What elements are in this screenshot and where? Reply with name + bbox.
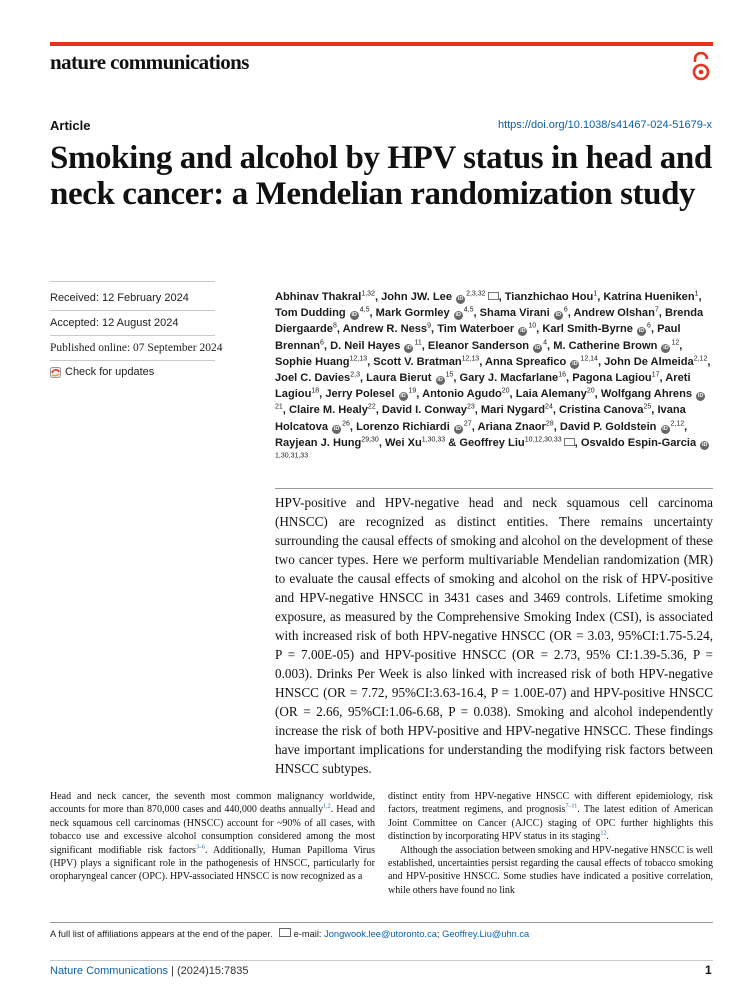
abstract: HPV-positive and HPV-negative head and neck squamous cell carcinoma (HNSCC) are recognized as distinct entities. There remains uncertainty surrounding the causal effects of smoking and alcohol on the development of these two cancer types. Here we perform multivariable Mendelian randomization (MR) to evaluate the causal effects of smoking and alcohol on the risk of HPV-positive and HPV-negative HNSCC in 3431 cases and 3469 controls. Lifetime smoking exposure, as measured by the Comprehensive Smoking Index (CSI), is associated with increased risk of both HPV-negative HNSCC (OR = 3.03, 95%CI:1.75-5.24, P = 7.00E-05) and HPV-positive HNSCC (OR = 2.73, 95% CI:1.39-5.36, P = 0.003). Drinks Per Week is also linked with increased risk of both HPV-negative HNSCC (OR = 7.72, 95%CI:3.63-16.4, P = 1.00E-07) and HPV-positive HNSCC (OR = 2.66, 95%CI:1.06-6.68, P = 0.038). Smoking and alcohol independently increase the risk of both HPV-positive and HPV-negative HNSCC. These findings have important implications for understanding the modifying risk factors between HNSCC subtypes. <box>275 495 713 776</box>
check-for-updates-button[interactable] <box>50 366 154 378</box>
author-name: Shama Virani <box>479 307 550 320</box>
affiliation-marker: 16 <box>558 371 567 379</box>
body-text: Although the association between smoking and HPV-negative HNSCC is well established, uncertainties persist regarding the causal effects of tobacco smoking and HPV-positive HNSCC. Some studies have indicated a positive correlation, while others have found no link <box>388 844 713 896</box>
author-name: Scott V. Bratman <box>373 355 462 368</box>
page-number: 1 <box>705 963 712 977</box>
author[interactable] <box>428 340 547 352</box>
sidebar-divider <box>50 360 215 361</box>
author-name: Anna Spreafico <box>484 355 567 368</box>
footnote <box>50 928 529 939</box>
author-name: Osvaldo Espin-Garcia <box>580 436 697 449</box>
orcid-icon[interactable]: iD <box>455 312 461 319</box>
author-name: Rayjean J. Hung <box>275 436 362 449</box>
affiliation-marker: 6 <box>647 322 651 330</box>
affiliation-marker: 1 <box>694 290 699 298</box>
author[interactable] <box>373 356 479 368</box>
affiliation-marker: 2,3 <box>350 371 360 379</box>
citation-link[interactable]: 7–11 <box>565 804 578 811</box>
affiliation-marker: 2,12 <box>670 419 685 427</box>
orcid-icon[interactable]: iD <box>701 441 708 448</box>
author[interactable] <box>275 307 369 319</box>
affiliation-marker: 23 <box>466 403 475 411</box>
header-accent-bar <box>50 42 713 46</box>
affiliation-marker: 25 <box>643 403 652 411</box>
author[interactable] <box>381 291 498 303</box>
author[interactable] <box>382 404 475 416</box>
author-name: Tianzhichao Hou <box>504 291 594 303</box>
affiliation-marker: 22 <box>367 403 376 411</box>
affiliation-marker: 19 <box>408 387 417 395</box>
footer-journal-link[interactable]: Nature Communications <box>50 965 168 977</box>
author-list: Abhinav Thakral$^{1,32}$, John JW. Lee iD$^{2,3,32}$ , Tianzhichao Hou$^1$, Katrina Hueniken$^1$, Tom Dudding iD$^{4,5}$, Mark Gormley iD$^{4,5}$, Shama Virani $iD^6$, Andrew Olshan$^7$, Brenda Diergaarde$^8$, Andrew R. Ness$^9$, Tim Waterboer $iD^{10}$, Karl Smith-Byrne $iD^6$, Paul Brennan$^6$, D. Neil Hayes $iD^{11}$, Eleanor Sanderson $iD^4$, M. Catherine Brown $iD^{12}$, Sophie Huang$^{12,13}$, Scott V. Bratman$^{12,13}$, Anna Spreafico iD$^{12,14}$, John De Almeida$^{2,12}$, Joel C. Davies$^{2,3}$, Laura Bierut $iD^{15}$, Gary J. Macfarlane$^{16}$, Pagona Lagiou$^{17}$, Areti Lagiou$^{18}$, Jerry Polesel $iD^{19}$, Antonio Agudo$^{20}$, Laia Alemany$^{20}$, Wolfgang Ahrens $iD^{21}$, Claire M. Healy$^{22}$, David I. Conway$^{23}$, Mari Nygard$^{24}$, Cristina Canova$^{25}$, Ivana Holcatova $iD^{26}$, Lorenzo Richiardi $iD^{27}$, Ariana Znaor$^{28}$, David P. Goldstein iD$^{2,12}$, Rayjean J. Hung$^{29,30}$, Wei Xu$^{1,30,33}$ & Geoffrey Liu$^{10,12,30,33}$ , Osvaldo Espin-Garcia iD$^{1,30,31,33}$ <box>275 289 715 467</box>
author-name: Tim Waterboer <box>437 323 515 336</box>
body-text: distinct entity from HPV-negative HNSCC with different epidemiology, risk factors, treatment regimens, and prognosis <box>388 791 713 816</box>
author[interactable] <box>460 372 566 384</box>
author-name: Antonio Agudo <box>422 388 502 401</box>
author-name: Ariana Znaor <box>477 420 546 433</box>
citation-link[interactable]: 12 <box>600 830 607 837</box>
author-name: Karl Smith-Byrne <box>542 323 633 336</box>
mail-icon[interactable] <box>488 292 499 300</box>
footer-citation <box>50 965 249 977</box>
author-name: Laia Alemany <box>515 388 587 401</box>
author-name: Abhinav Thakral <box>275 291 362 303</box>
author[interactable] <box>516 388 595 400</box>
affiliation-marker: 10 <box>528 322 537 330</box>
author-name: Paul Brennan <box>275 323 681 352</box>
affiliation-marker: 24 <box>545 403 553 411</box>
affiliation-marker: 1 <box>593 290 598 298</box>
doi-link[interactable]: https://doi.org/10.1038/s41467-024-51679-x <box>497 119 712 131</box>
affiliation-marker: 1,32 <box>361 290 375 298</box>
author-name: Areti Lagiou <box>275 372 691 401</box>
author-name: Pagona Lagiou <box>572 372 652 385</box>
open-access-icon[interactable] <box>690 52 712 82</box>
author[interactable] <box>330 340 422 352</box>
affiliation-marker: 6 <box>320 338 324 346</box>
affiliation-marker: 6 <box>563 306 568 314</box>
affiliation-marker: 18 <box>311 387 320 395</box>
author[interactable] <box>289 404 376 416</box>
check-updates-icon <box>50 367 61 378</box>
author-name: Mark Gormley <box>375 307 450 320</box>
published-date: Published online: 07 September 2024 <box>50 342 223 354</box>
author[interactable] <box>376 307 474 319</box>
affiliation-marker: 17 <box>651 371 660 379</box>
affiliation-marker: 1,30,31,33 <box>275 452 309 460</box>
sidebar-divider <box>50 281 215 282</box>
author-name: Andrew R. Ness <box>342 323 428 336</box>
body-text: . Head and neck squamous cell carcinomas (HNSCC) account for ~90% of all cases, with tobacco use and excessive alcohol consumption considered among the most significant modifiable risk factors <box>50 804 375 856</box>
affiliation-marker: 20 <box>586 387 595 395</box>
orcid-icon[interactable]: iD <box>520 328 526 335</box>
orcid-icon[interactable]: iD <box>638 328 645 335</box>
affiliation-marker: 1,30,33 <box>421 436 446 444</box>
article-type-label: Article <box>50 118 91 133</box>
author[interactable] <box>553 340 679 352</box>
affiliation-marker: 10,12,30,33 <box>524 436 562 444</box>
author-name: D. Neil Hayes <box>330 339 401 352</box>
affiliation-marker: 26 <box>342 419 350 427</box>
orcid-icon[interactable]: iD <box>663 344 669 351</box>
orcid-icon[interactable]: iD <box>455 425 462 432</box>
email-label: e-mail: <box>293 929 322 939</box>
affiliation-marker: 27 <box>463 419 472 427</box>
accepted-date: Accepted: 12 August 2024 <box>50 317 179 329</box>
author[interactable] <box>480 307 568 319</box>
mail-icon[interactable] <box>564 438 575 446</box>
author[interactable] <box>572 372 659 384</box>
author-name: Ivana Holcatova <box>275 404 686 433</box>
author[interactable] <box>422 388 509 400</box>
author-name: Andrew Olshan <box>573 307 655 320</box>
citation-link[interactable]: 1,2 <box>323 804 331 811</box>
body-column-right <box>388 790 713 897</box>
orcid-icon[interactable]: iD <box>400 393 406 400</box>
article-title: Smoking and alcohol by HPV status in head and neck cancer: a Mendelian randomization study <box>50 140 712 212</box>
author[interactable] <box>604 356 707 368</box>
author-name: Gary J. Macfarlane <box>459 372 559 385</box>
affiliation-marker: 11 <box>414 338 422 346</box>
author-name: Claire M. Healy <box>288 404 368 417</box>
author-name: Joel C. Davies <box>275 372 351 385</box>
email-link-lee[interactable]: Jongwook.lee@utoronto.ca <box>324 929 437 939</box>
affiliation-marker: 4,5 <box>463 306 474 314</box>
orcid-icon[interactable]: iD <box>457 296 464 302</box>
affiliation-marker: 12 <box>671 338 680 346</box>
author-name: Cristina Canova <box>559 404 644 417</box>
orcid-icon[interactable]: iD <box>572 360 578 367</box>
affiliation-marker: 4 <box>543 338 548 346</box>
affiliations-note: A full list of affiliations appears at the end of the paper. <box>50 929 273 939</box>
body-text: . Additionally, Human Papilloma Virus (HPV) plays a significant role in the pathogenesis of HNSCC, particularly for oropharyngeal cancer (OPC). HPV-associated HNSCC is now recognized as a <box>50 844 376 883</box>
author-name: John De Almeida <box>604 355 694 368</box>
footer-divider <box>50 960 713 961</box>
author-name: Sophie Huang <box>275 355 350 368</box>
received-date: Received: 12 February 2024 <box>50 292 189 304</box>
citation-link[interactable]: 3–6 <box>195 844 205 851</box>
orcid-icon[interactable]: iD <box>534 344 541 351</box>
author[interactable] <box>275 372 360 384</box>
author[interactable] <box>505 291 597 303</box>
affiliation-marker: 28 <box>545 419 554 427</box>
author[interactable] <box>275 291 375 303</box>
author-name: Brenda Diergaarde <box>275 307 704 336</box>
body-column-left <box>50 790 375 884</box>
affiliation-marker: 12,13 <box>349 355 368 363</box>
author[interactable] <box>560 421 684 433</box>
affiliation-marker: 9 <box>427 322 432 330</box>
author[interactable] <box>325 388 416 400</box>
author[interactable] <box>366 372 453 384</box>
footnote-divider <box>50 922 713 923</box>
author[interactable] <box>477 421 553 433</box>
author-name: M. Catherine Brown <box>553 339 658 352</box>
author-name: Wei Xu <box>385 436 422 449</box>
author[interactable] <box>385 437 445 449</box>
author-name: Jerry Polesel <box>325 388 395 401</box>
affiliation-marker: 20 <box>501 387 510 395</box>
author[interactable] <box>356 421 472 433</box>
author[interactable] <box>275 356 367 368</box>
author-name: Laura Bierut <box>366 372 432 385</box>
orcid-icon[interactable]: iD <box>662 425 668 432</box>
author-name: Lorenzo Richiardi <box>356 420 450 433</box>
abstract-divider <box>275 488 713 489</box>
orcid-icon[interactable]: iD <box>437 377 443 384</box>
journal-name[interactable]: nature communications <box>50 50 249 74</box>
affiliation-marker: 7 <box>654 306 659 314</box>
sidebar-divider <box>50 310 215 311</box>
orcid-icon[interactable]: iD <box>555 312 562 319</box>
author[interactable]: & Geoffrey Liu$^{10,12,30,33}$ <box>448 437 574 449</box>
footer-volume: | (2024)15:7835 <box>168 965 249 977</box>
affiliation-marker: 15 <box>445 371 454 379</box>
orcid-icon[interactable]: iD <box>351 312 357 319</box>
author[interactable] <box>343 323 431 335</box>
orcid-icon[interactable]: iD <box>697 393 704 400</box>
affiliation-marker: 12,14 <box>580 355 598 363</box>
author-name: Tom Dudding <box>275 307 346 320</box>
affiliation-marker: 21 <box>275 403 283 411</box>
author-name: Geoffrey Liu <box>459 436 525 449</box>
affiliation-marker: 8 <box>332 322 337 330</box>
author-name: Katrina Hueniken <box>603 291 695 303</box>
author[interactable] <box>542 323 651 335</box>
affiliation-marker: 2,3,32 <box>466 290 486 298</box>
author[interactable] <box>603 291 698 303</box>
author[interactable] <box>559 404 651 416</box>
author-name: Wolfgang Ahrens <box>600 388 693 401</box>
body-text: . <box>606 831 609 843</box>
author-name: John JW. Lee <box>381 291 452 303</box>
affiliation-marker: 12,13 <box>461 355 480 363</box>
author[interactable] <box>481 404 553 416</box>
affiliation-marker: 2,12 <box>693 355 708 363</box>
check-updates-label: Check for updates <box>65 366 155 378</box>
affiliation-marker: 29,30 <box>361 436 379 444</box>
author[interactable] <box>485 356 598 368</box>
author-name: David I. Conway <box>381 404 467 417</box>
body-text: Head and neck cancer, the seventh most common malignancy worldwide, accounts for more than 870,000 cases and 440,000 deaths annually <box>50 791 375 816</box>
sidebar-divider <box>50 335 215 336</box>
author-name: Eleanor Sanderson <box>427 339 530 352</box>
orcid-icon[interactable]: iD <box>333 425 340 432</box>
author[interactable] <box>574 307 659 319</box>
affiliation-marker: 4,5 <box>359 306 370 314</box>
author-name: Mari Nygard <box>480 404 546 417</box>
orcid-icon[interactable]: iD <box>406 344 412 351</box>
mail-icon <box>279 928 291 937</box>
email-separator: ; <box>436 929 440 939</box>
author-name: David P. Goldstein <box>559 420 657 433</box>
author[interactable] <box>437 323 536 335</box>
email-link-liu[interactable]: Geoffrey.Liu@uhn.ca <box>442 929 530 939</box>
body-text: . The latest edition of American Joint Committee on Cancer (AJCC) staging of OPC further highlights this distinction by incorporating HPV status in its staging <box>388 804 714 843</box>
author[interactable] <box>275 437 379 449</box>
